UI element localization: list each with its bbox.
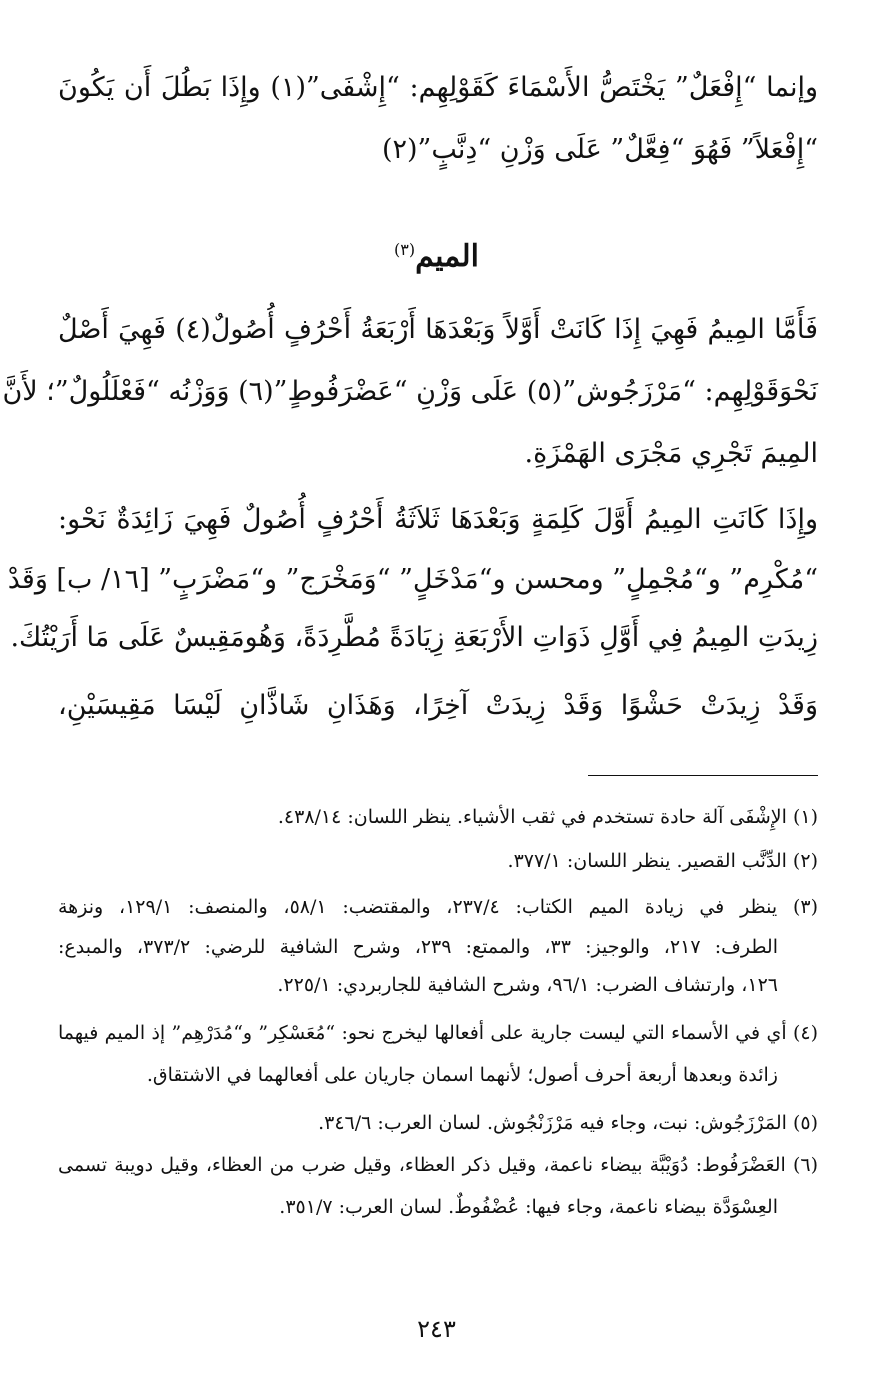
main-text-line: وَقَدْ زِيدَتْ حَشْوًا وَقَدْ زِيدَتْ آخِرًا، وَهَذَانِ شَاذَّانِ لَيْسَا مَقِيسَيْنِ، xyxy=(58,690,818,721)
footnote-1: (١) الإِشْفَى آلة حادة تستخدم في ثقب الأشياء. ينظر اللسان: ٤٣٨/١٤. xyxy=(277,806,818,828)
main-text-line: “إِفْعَلاً” فَهُوَ “فِعَّلٌ” عَلَى وَزْنِ “دِنَّبٍ”(٢) xyxy=(381,134,818,165)
heading-footnote-ref: (٣) xyxy=(394,240,416,259)
section-heading xyxy=(0,228,873,279)
footnote-3-continued: الطرف: ٢١٧، والوجيز: ٣٣، والممتع: ٢٣٩، وشرح الشافية للرضي: ٣٧٣/٢، والمبدع: xyxy=(58,936,778,958)
footnote-6-continued: العِسْوَدَّة بيضاء ناعمة، وجاء فيها: عُضْفُوطٌ. لسان العرب: ٣٥١/٧. xyxy=(279,1196,778,1218)
footnote-3: (٣) ينظر في زيادة الميم الكتاب: ٢٣٧/٤، والمقتضب: ٥٨/١، والمنصف: ١٢٩/١، ونزهة xyxy=(58,896,819,918)
footnote-3-continued: ١٢٦، وارتشاف الضرب: ٩٦/١، وشرح الشافية للجاربردي: ٢٢٥/١. xyxy=(277,974,778,996)
footnote-divider xyxy=(588,775,818,776)
footnote-6: (٦) العَضْرَفُوط: دُوَيْبَّة بيضاء ناعمة، وقيل ذكر العظاء، وقيل ضرب من العظاء، وقيل دويبة تسمى xyxy=(58,1154,818,1176)
page-number: ٢٤٣ xyxy=(417,1315,456,1343)
footnote-4-continued: زائدة وبعدها أربعة أحرف أصول؛ لأنهما اسمان جاريان على أفعالهما في الاشتقاق. xyxy=(146,1064,778,1086)
main-text-line: وإنما “إِفْعَلٌ” يَخْتَصُّ الأَسْمَاءَ كَقَوْلِهِم: “إِشْفَى”(١) وإِذَا بَطُلَ أَن يَكُونَ xyxy=(58,72,819,103)
footnote-5: (٥) المَرْزَجُوش: نبت، وجاء فيه مَرْزَنْجُوش. لسان العرب: ٣٤٦/٦. xyxy=(318,1112,818,1134)
main-text-line: المِيمَ تَجْرِي مَجْرَى الهَمْزَةِ. xyxy=(524,438,818,469)
main-text-line: زِيدَتِ المِيمُ فِي أَوَّلِ ذَوَاتِ الأَرْبَعَةِ زِيَادَةً مُطَّرِدَةً، وَهُومَقِيسٌ عَلَى مَا أَرَيْتُكَ. xyxy=(10,622,818,653)
main-text-line: “مُكْرِم” و“مُجْمِلٍ” ومحسن و“مَدْخَلٍ” “وَمَخْرَج” و“مَضْرَبٍ” [١٦/ ب] وَقَدْ xyxy=(7,564,818,595)
main-text-line: فَأَمَّا المِيمُ فَهِيَ إِذَا كَانَتْ أَوَّلاً وَبَعْدَهَا أَرْبَعَةُ أَحْرُفٍ أُصُولٌ(٤) فَهِيَ أَصْلٌ xyxy=(58,314,818,345)
section-heading-text: الميم xyxy=(415,239,479,274)
main-text-line: وإِذَا كَانَتِ المِيمُ أَوَّلَ كَلِمَةٍ وَبَعْدَهَا ثَلاَثَةُ أَحْرُفٍ أُصُولٌ فَهِيَ زَائِدَةٌ نَحْو: xyxy=(58,504,818,535)
footnote-2: (٢) الدِّنَّب القصير. ينظر اللسان: ٣٧٧/١. xyxy=(507,850,818,872)
main-text-line: نَحْوَقَوْلِهِم: “مَرْزَجُوش”(٥) عَلَى وَزْنِ “عَضْرَفُوطٍ”(٦) وَوَزْنُه “فَعْلَلُولٌ”؛ لأَنَّ xyxy=(2,376,818,407)
footnote-4: (٤) أي في الأسماء التي ليست جارية على أفعالها ليخرج نحو: “مُعَسْكِر” و“مُدَرْهِم” إذ الميم فيهما xyxy=(58,1022,818,1044)
